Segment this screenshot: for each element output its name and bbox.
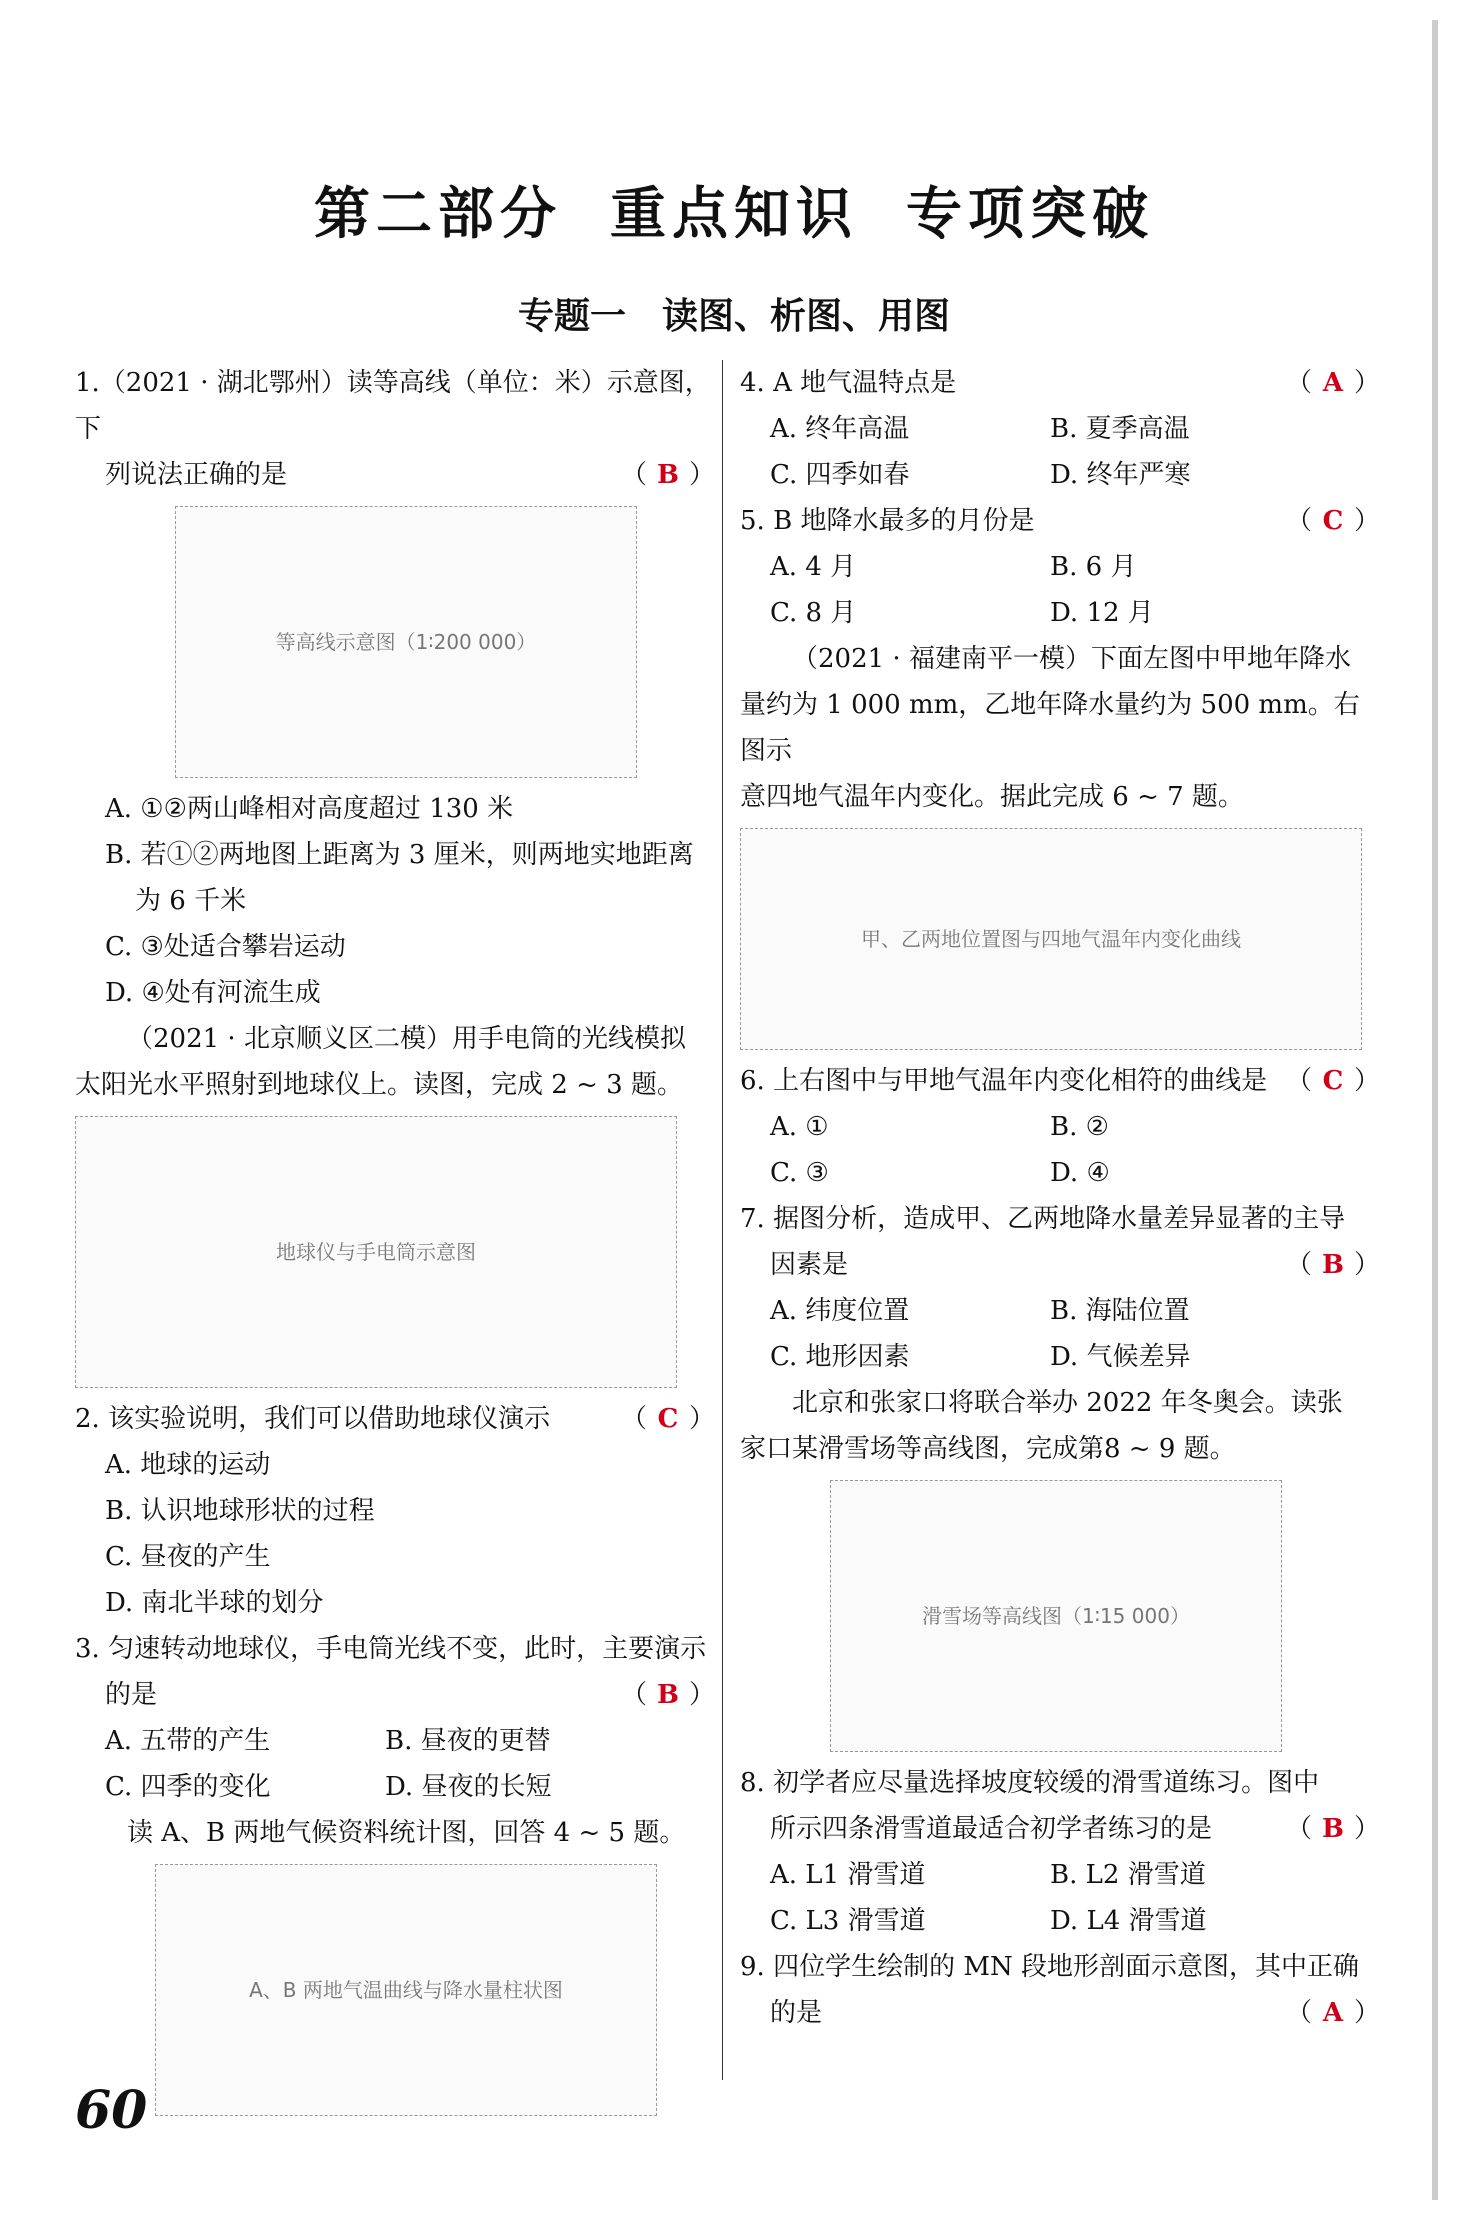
answer-1: B	[656, 460, 679, 490]
left-column: 1.（2021 · 湖北鄂州）读等高线（单位：米）示意图，下 列说法正确的是 （ B ） 等高线示意图（1∶200 000） A. ①②两山峰相对高度超过 130 米 B. 若①②两地图上距离为 3 厘米，则两地实地距离 为 6 千米 C. ③处适合攀岩运动 D. ④处有河流生成 （2021 · 北京顺义区二模）用手电筒的光线模拟 太阳光水平照射到地球仪上。读图，完成 2 ~ 3 题。 地球仪与手电筒示意图 2. 该实验说明，我们可以借助地球仪演示 （ C ） A. 地球的运动 B. 认识地球形状的过程 C. 昼夜的产生 D. 南北半球的划分 3. 匀速转动地球仪，手电筒光线不变，此时，主要演示 的是 （ B ） A. 五带的产生 B. 昼夜的更替 C. 四季的变化 D. 昼夜的长短 读 A、B 两地气候资料统计图，回答 4 ~ 5 题。 A、B 两地气温曲线与降水量柱状图	[75, 360, 715, 2124]
answer-8: B	[1321, 1814, 1344, 1844]
question-3: 3. 匀速转动地球仪，手电筒光线不变，此时，主要演示 的是 （ B ） A. 五带的产生 B. 昼夜的更替 C. 四季的变化 D. 昼夜的长短	[75, 1634, 715, 1802]
answer-6: C	[1322, 1066, 1344, 1096]
contour-map-figure: 等高线示意图（1∶200 000）	[175, 506, 637, 778]
ski-resort-contour-figure: 滑雪场等高线图（1∶15 000）	[830, 1480, 1282, 1752]
page-number: 60	[75, 2080, 148, 2141]
column-divider	[722, 360, 723, 2080]
climate-chart-figure: A、B 两地气温曲线与降水量柱状图	[155, 1864, 657, 2116]
page-edge	[1432, 20, 1438, 2200]
location-temperature-figure: 甲、乙两地位置图与四地气温年内变化曲线	[740, 828, 1362, 1050]
question-6: 6. 上右图中与甲地气温年内变化相符的曲线是 （ C ） A. ① B. ② C. ③ D. ④	[740, 1058, 1380, 1196]
globe-figure: 地球仪与手电筒示意图	[75, 1116, 677, 1388]
answer-2: C	[657, 1404, 679, 1434]
answer-7: B	[1321, 1250, 1344, 1280]
question-7: 7. 据图分析，造成甲、乙两地降水量差异显著的主导 因素是 （ B ） A. 纬度位置 B. 海陆位置 C. 地形因素 D. 气候差异	[740, 1204, 1380, 1372]
question-8: 8. 初学者应尽量选择坡度较缓的滑雪道练习。图中 所示四条滑雪道最适合初学者练习的是 （ B ） A. L1 滑雪道 B. L2 滑雪道 C. L3 滑雪道 D. L4 滑雪道	[740, 1768, 1380, 1936]
question-9: 9. 四位学生绘制的 MN 段地形剖面示意图，其中正确 的是 （ A ）	[740, 1944, 1380, 2036]
question-4: 4. A 地气温特点是 （ A ） A. 终年高温 B. 夏季高温 C. 四季如春 D. 终年严寒	[740, 360, 1380, 498]
answer-3: B	[656, 1680, 679, 1710]
section-subtitle: 专题一 读图、析图、用图	[517, 295, 950, 337]
question-2: 2. 该实验说明，我们可以借助地球仪演示 （ C ） A. 地球的运动 B. 认识地球形状的过程 C. 昼夜的产生 D. 南北半球的划分	[75, 1396, 715, 1626]
question-5: 5. B 地降水最多的月份是 （ C ） A. 4 月 B. 6 月 C. 8 月 D. 12 月	[740, 498, 1380, 636]
question-1: 1.（2021 · 湖北鄂州）读等高线（单位：米）示意图，下 列说法正确的是 （ B ） 等高线示意图（1∶200 000） A. ①②两山峰相对高度超过 130 米 B. 若①②两地图上距离为 3 厘米，则两地实地距离 为 6 千米 C. ③处适合攀岩运动 D. ④处有河流生成	[75, 368, 715, 1008]
right-column: 4. A 地气温特点是 （ A ） A. 终年高温 B. 夏季高温 C. 四季如春 D. 终年严寒 5. B 地降水最多的月份是 （ C ） A. 4 月 B. 6 月 C. 8 月 D. 12 月 （2021 · 福建南平一模）下面左图中甲地年降水 量约为 1 000 mm，乙地年降水量约为 500 mm。右图示 意四地气温年内变化。据此完成 6 ~ 7 题。 甲、乙两地位置图与四地气温年内变化曲线 6. 上右图中与甲地气温年内变化相符的曲线是 （ C ） A. ① B. ② C. ③ D. ④ 7. 据图分析，造成甲、乙两地降水量差异显著的主导 因素是 （ B ） A. 纬度位置 B. 海陆位置 C. 地形因素 D. 气候差异 北京和张家口将联合举办 2022 年冬奥会。读张 家口某滑雪场等高线图，完成第8 ~ 9 题。 滑雪场等高线图（1∶15 000） 8. 初学者应尽量选择坡度较缓的滑雪道练习。图中 所示四条滑雪道最适合初学者练习的是 （ B ） A. L1 滑雪道 B. L2 滑雪道 C. L3 滑雪道 D. L4 滑雪道 9. 四位学生绘制的 MN 段地形剖面示意图，其中正确 的是 （ A ）	[740, 360, 1380, 2036]
page-title: 第二部分 重点知识 专项突破	[314, 182, 1154, 247]
answer-5: C	[1322, 506, 1344, 536]
answer-9: A	[1322, 1998, 1344, 2028]
answer-4: A	[1322, 368, 1344, 398]
